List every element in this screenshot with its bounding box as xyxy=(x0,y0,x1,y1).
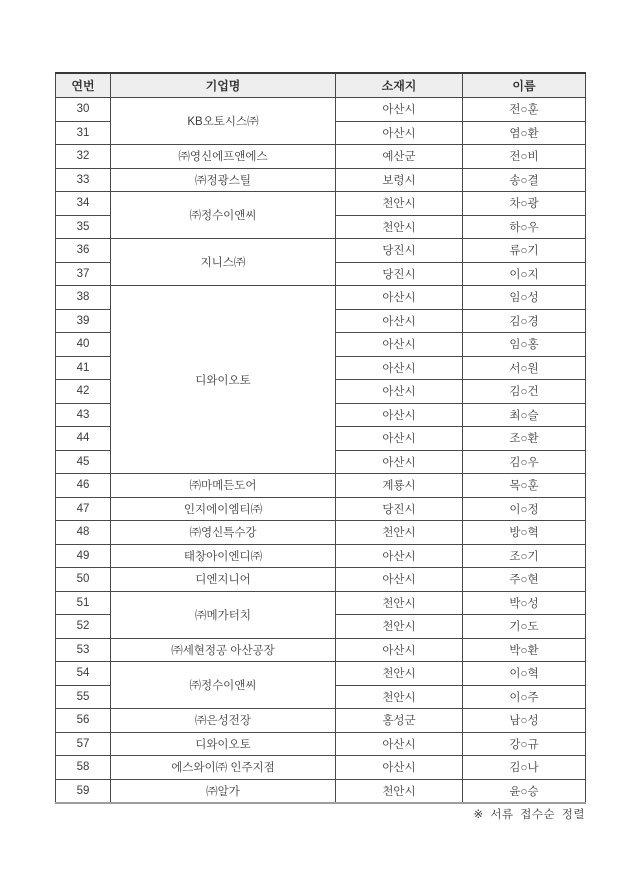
cell-name: 전○비 xyxy=(463,145,586,169)
cell-serial: 56 xyxy=(56,709,111,733)
cell-company: 디와이오토 xyxy=(111,732,336,756)
cell-location: 천안시 xyxy=(336,779,463,803)
cell-company: ㈜정광스틸 xyxy=(111,168,336,192)
table-row xyxy=(56,638,586,662)
cell-name: 이○정 xyxy=(463,497,586,521)
table-row xyxy=(56,192,586,216)
table-row xyxy=(56,168,586,192)
cell-name: 조○기 xyxy=(463,544,586,568)
cell-location: 아산시 xyxy=(336,309,463,333)
cell-name: 전○훈 xyxy=(463,98,586,122)
table-row xyxy=(56,709,586,733)
cell-name: 김○나 xyxy=(463,756,586,780)
cell-company: ㈜영신에프앤에스 xyxy=(111,145,336,169)
cell-name: 박○환 xyxy=(463,638,586,662)
cell-location: 아산시 xyxy=(336,732,463,756)
cell-name: 이○혁 xyxy=(463,662,586,686)
table-row xyxy=(56,779,586,803)
cell-location: 아산시 xyxy=(336,356,463,380)
cell-location: 천안시 xyxy=(336,615,463,639)
cell-name: 남○성 xyxy=(463,709,586,733)
col-header-company: 기업명 xyxy=(111,73,336,98)
cell-serial: 54 xyxy=(56,662,111,686)
cell-location: 예산군 xyxy=(336,145,463,169)
cell-company: ㈜정수이앤씨 xyxy=(111,662,336,709)
table-row xyxy=(56,98,586,122)
cell-name: 임○홍 xyxy=(463,333,586,357)
col-header-name: 이름 xyxy=(463,73,586,98)
col-header-location: 소재지 xyxy=(336,73,463,98)
company-roster-table xyxy=(55,72,586,804)
cell-location: 아산시 xyxy=(336,286,463,310)
table-row xyxy=(56,239,586,263)
cell-serial: 43 xyxy=(56,403,111,427)
cell-company: ㈜마메든도어 xyxy=(111,474,336,498)
table-row xyxy=(56,145,586,169)
cell-company: 태창아이엔디㈜ xyxy=(111,544,336,568)
cell-serial: 57 xyxy=(56,732,111,756)
cell-name: 김○우 xyxy=(463,450,586,474)
cell-serial: 45 xyxy=(56,450,111,474)
table-row xyxy=(56,544,586,568)
footnote-sort-order: ※ 서류 접수순 정렬 xyxy=(473,809,585,821)
table-row xyxy=(56,474,586,498)
cell-location: 당진시 xyxy=(336,497,463,521)
cell-serial: 33 xyxy=(56,168,111,192)
cell-company: 인지에이엠티㈜ xyxy=(111,497,336,521)
cell-name: 이○주 xyxy=(463,685,586,709)
table-row xyxy=(56,756,586,780)
cell-name: 기○도 xyxy=(463,615,586,639)
cell-location: 당진시 xyxy=(336,262,463,286)
cell-company: ㈜영신특수강 xyxy=(111,521,336,545)
cell-serial: 30 xyxy=(56,98,111,122)
cell-company: 지니스㈜ xyxy=(111,239,336,286)
cell-name: 방○혁 xyxy=(463,521,586,545)
cell-location: 천안시 xyxy=(336,685,463,709)
cell-company: ㈜메가터치 xyxy=(111,591,336,638)
cell-serial: 52 xyxy=(56,615,111,639)
cell-serial: 55 xyxy=(56,685,111,709)
cell-name: 김○건 xyxy=(463,380,586,404)
cell-location: 당진시 xyxy=(336,239,463,263)
cell-location: 천안시 xyxy=(336,215,463,239)
cell-serial: 48 xyxy=(56,521,111,545)
cell-name: 송○결 xyxy=(463,168,586,192)
cell-serial: 35 xyxy=(56,215,111,239)
cell-name: 김○경 xyxy=(463,309,586,333)
cell-serial: 58 xyxy=(56,756,111,780)
cell-serial: 59 xyxy=(56,779,111,803)
cell-location: 아산시 xyxy=(336,403,463,427)
cell-location: 아산시 xyxy=(336,380,463,404)
cell-location: 천안시 xyxy=(336,521,463,545)
cell-serial: 42 xyxy=(56,380,111,404)
cell-company: 디엔지니어 xyxy=(111,568,336,592)
table-row xyxy=(56,732,586,756)
cell-serial: 32 xyxy=(56,145,111,169)
cell-serial: 37 xyxy=(56,262,111,286)
cell-company: 디와이오토 xyxy=(111,286,336,474)
table-row xyxy=(56,662,586,686)
cell-name: 서○원 xyxy=(463,356,586,380)
cell-company: ㈜세현정공 아산공장 xyxy=(111,638,336,662)
cell-company: ㈜은성전장 xyxy=(111,709,336,733)
cell-serial: 39 xyxy=(56,309,111,333)
cell-location: 계룡시 xyxy=(336,474,463,498)
cell-name: 윤○승 xyxy=(463,779,586,803)
col-header-serial: 연번 xyxy=(56,73,111,98)
cell-name: 하○우 xyxy=(463,215,586,239)
cell-name: 임○성 xyxy=(463,286,586,310)
cell-location: 아산시 xyxy=(336,638,463,662)
cell-name: 류○기 xyxy=(463,239,586,263)
cell-name: 염○환 xyxy=(463,121,586,145)
cell-location: 천안시 xyxy=(336,662,463,686)
cell-location: 아산시 xyxy=(336,333,463,357)
cell-location: 아산시 xyxy=(336,450,463,474)
cell-serial: 36 xyxy=(56,239,111,263)
cell-location: 천안시 xyxy=(336,192,463,216)
table-row xyxy=(56,591,586,615)
cell-location: 아산시 xyxy=(336,121,463,145)
cell-location: 천안시 xyxy=(336,591,463,615)
cell-serial: 31 xyxy=(56,121,111,145)
cell-company: ㈜알가 xyxy=(111,779,336,803)
cell-serial: 46 xyxy=(56,474,111,498)
cell-serial: 49 xyxy=(56,544,111,568)
cell-serial: 40 xyxy=(56,333,111,357)
cell-serial: 41 xyxy=(56,356,111,380)
cell-name: 최○슬 xyxy=(463,403,586,427)
cell-company: ㈜정수이앤씨 xyxy=(111,192,336,239)
table-row xyxy=(56,521,586,545)
cell-serial: 53 xyxy=(56,638,111,662)
cell-location: 홍성군 xyxy=(336,709,463,733)
table-row xyxy=(56,568,586,592)
cell-company: 에스와이㈜ 인주지점 xyxy=(111,756,336,780)
cell-company: KB오토시스㈜ xyxy=(111,98,336,145)
cell-name: 박○성 xyxy=(463,591,586,615)
cell-serial: 38 xyxy=(56,286,111,310)
cell-name: 이○지 xyxy=(463,262,586,286)
cell-name: 주○현 xyxy=(463,568,586,592)
cell-location: 아산시 xyxy=(336,427,463,451)
cell-location: 아산시 xyxy=(336,98,463,122)
cell-name: 차○광 xyxy=(463,192,586,216)
cell-serial: 44 xyxy=(56,427,111,451)
cell-name: 목○훈 xyxy=(463,474,586,498)
cell-location: 보령시 xyxy=(336,168,463,192)
cell-name: 강○규 xyxy=(463,732,586,756)
cell-location: 아산시 xyxy=(336,568,463,592)
header-row xyxy=(56,73,586,98)
cell-serial: 47 xyxy=(56,497,111,521)
cell-serial: 50 xyxy=(56,568,111,592)
cell-serial: 34 xyxy=(56,192,111,216)
table-row xyxy=(56,286,586,310)
table-row xyxy=(56,497,586,521)
cell-location: 아산시 xyxy=(336,544,463,568)
cell-name: 조○환 xyxy=(463,427,586,451)
cell-location: 아산시 xyxy=(336,756,463,780)
cell-serial: 51 xyxy=(56,591,111,615)
